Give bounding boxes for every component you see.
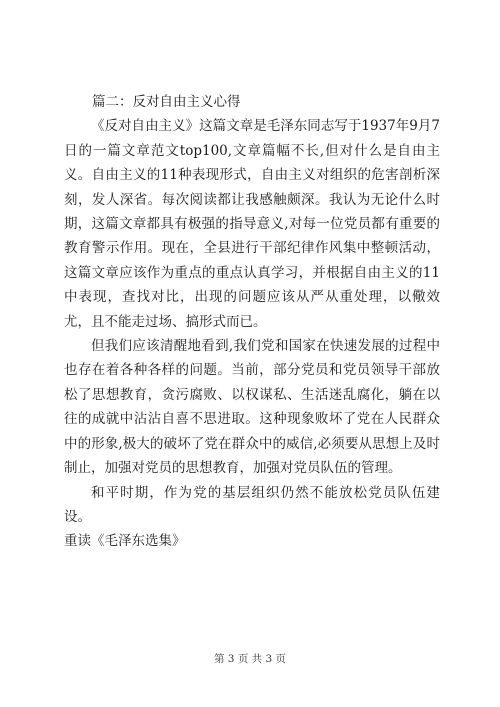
paragraph-1: 《反对自由主义》这篇文章是毛泽东同志写于1937年9月7日的一篇文章范文top100,文章篇幅不长,但对什么是自由主义。自由主义的11种表现形式，自由主义对组织的危害剖析深刻，发人深省。每次阅读都让我感触颇深。我认为无论什么时期，这篇文章都具有极强的指导意义,对每一位党员都有重要的教育警示作用。现在，全县进行干部纪律作风集中整顿活动，这篇文章应该作为重点的重点认真学习，并根据自由主义的11中表现，查找对比，出现的问题应该从严从重处理，以儆效尤，且不能走过场、搞形式而已。 — [64, 118, 440, 330]
paragraph-2: 但我们应该清醒地看到,我们党和国家在快速发展的过程中也存在着各种各样的问题。当前，部分党员和党员领导干部放松了思想教育，贪污腐败、以权谋私、生活迷乱腐化，躺在以往的成就中沾沾自喜不思进取。这种现象败坏了党在人民群众中的形象,极大的破坏了党在群众中的威信,必须要从思想上及时制止，加强对党员的思想教育，加强对党员队伍的管理。 — [64, 338, 440, 477]
paragraph-tail: 重读《毛泽东选集》 — [64, 533, 186, 550]
document-body — [64, 90, 440, 554]
page-footer: 第 3 页 共 3 页 — [213, 653, 287, 665]
paragraph-3: 和平时期，作为党的基层组织仍然不能放松党员队伍建设。 — [64, 484, 440, 525]
section-heading: 篇二：反对自由主义心得 — [92, 94, 241, 110]
